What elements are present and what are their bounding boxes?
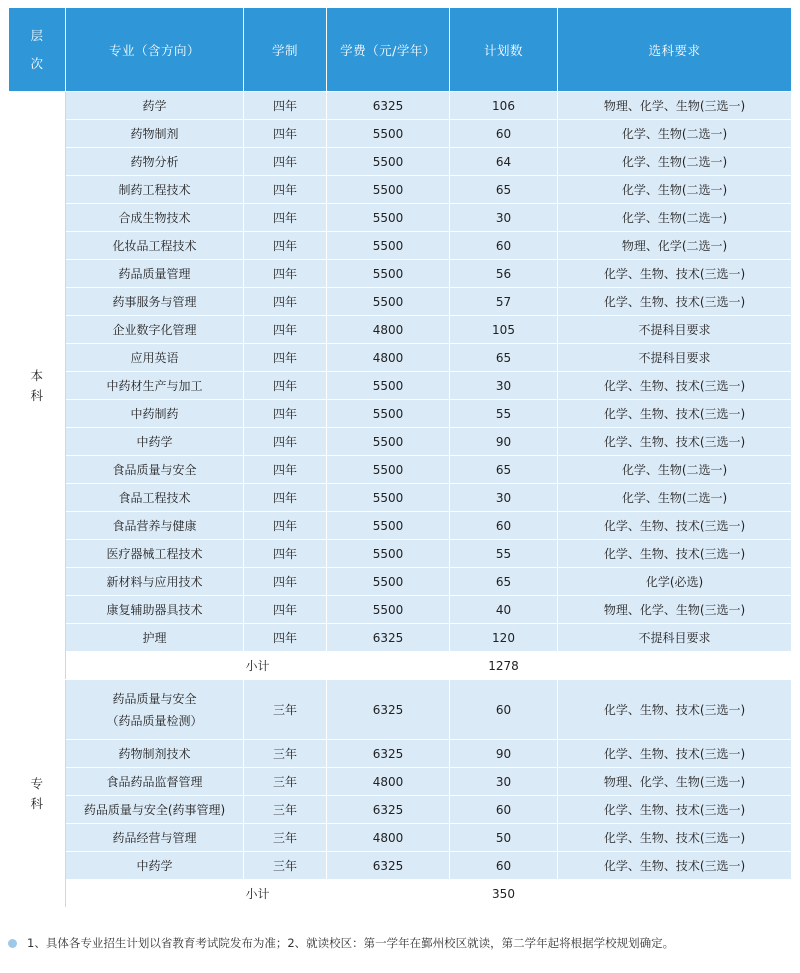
table-row bbox=[9, 316, 792, 344]
duration-cell: 三年 bbox=[244, 796, 327, 824]
table-row bbox=[9, 372, 792, 400]
undergrad-level-cell bbox=[9, 92, 66, 680]
header-level-char2: 次 bbox=[30, 55, 44, 71]
fee-cell: 5500 bbox=[327, 568, 450, 596]
duration-cell: 四年 bbox=[244, 288, 327, 316]
table-row bbox=[9, 176, 792, 204]
major-cell: 药品质量管理 bbox=[66, 260, 244, 288]
major-cell: 食品工程技术 bbox=[66, 484, 244, 512]
subtotal-value: 350 bbox=[450, 880, 558, 908]
plan-cell: 65 bbox=[450, 568, 558, 596]
plan-cell: 106 bbox=[450, 92, 558, 120]
plan-cell: 65 bbox=[450, 176, 558, 204]
plan-cell: 65 bbox=[450, 456, 558, 484]
header-subject-req: 选科要求 bbox=[558, 8, 792, 92]
duration-cell: 四年 bbox=[244, 176, 327, 204]
fee-cell: 6325 bbox=[327, 680, 450, 740]
subject-req-cell: 化学、生物、技术(三选一) bbox=[558, 680, 792, 740]
subject-req-cell: 化学、生物、技术(三选一) bbox=[558, 428, 792, 456]
subject-req-cell: 化学、生物、技术(三选一) bbox=[558, 512, 792, 540]
major-cell: 食品质量与安全 bbox=[66, 456, 244, 484]
subject-req-cell: 不提科目要求 bbox=[558, 344, 792, 372]
subject-req-cell: 化学、生物、技术(三选一) bbox=[558, 740, 792, 768]
table-row bbox=[9, 624, 792, 652]
vocational-level-char: 专 bbox=[30, 775, 43, 791]
plan-cell: 40 bbox=[450, 596, 558, 624]
plan-cell: 60 bbox=[450, 232, 558, 260]
duration-cell: 四年 bbox=[244, 484, 327, 512]
plan-cell: 30 bbox=[450, 372, 558, 400]
duration-cell: 三年 bbox=[244, 740, 327, 768]
enrollment-plan-table bbox=[8, 7, 792, 908]
table-row bbox=[9, 484, 792, 512]
table-row bbox=[9, 596, 792, 624]
subject-req-cell: 化学、生物、技术(三选一) bbox=[558, 796, 792, 824]
duration-cell: 四年 bbox=[244, 596, 327, 624]
table-row bbox=[9, 288, 792, 316]
fee-cell: 6325 bbox=[327, 92, 450, 120]
footnote-text: 1、具体各专业招生计划以省教育考试院发布为准；2、就读校区：第一学年在鄞州校区就读，第二学年起将根据学校规划确定。 bbox=[27, 936, 675, 950]
table-row bbox=[9, 400, 792, 428]
major-cell: 中药学 bbox=[66, 852, 244, 880]
fee-cell: 4800 bbox=[327, 316, 450, 344]
major-cell: 药学 bbox=[66, 92, 244, 120]
fee-cell: 5500 bbox=[327, 400, 450, 428]
fee-cell: 5500 bbox=[327, 456, 450, 484]
duration-cell: 四年 bbox=[244, 92, 327, 120]
fee-cell: 5500 bbox=[327, 176, 450, 204]
fee-cell: 5500 bbox=[327, 148, 450, 176]
header-row bbox=[9, 8, 792, 92]
plan-cell: 50 bbox=[450, 824, 558, 852]
subject-req-cell: 物理、化学、生物(三选一) bbox=[558, 92, 792, 120]
duration-cell: 四年 bbox=[244, 624, 327, 652]
plan-cell: 60 bbox=[450, 680, 558, 740]
table-row bbox=[9, 428, 792, 456]
subject-req-cell: 化学、生物、技术(三选一) bbox=[558, 260, 792, 288]
duration-cell: 四年 bbox=[244, 512, 327, 540]
duration-cell: 四年 bbox=[244, 568, 327, 596]
subject-req-cell: 化学、生物、技术(三选一) bbox=[558, 540, 792, 568]
fee-cell: 5500 bbox=[327, 428, 450, 456]
subtotal-value: 1278 bbox=[450, 652, 558, 680]
subject-req-cell: 化学、生物、技术(三选一) bbox=[558, 824, 792, 852]
plan-cell: 64 bbox=[450, 148, 558, 176]
plan-cell: 105 bbox=[450, 316, 558, 344]
fee-cell: 5500 bbox=[327, 596, 450, 624]
major-cell: 企业数字化管理 bbox=[66, 316, 244, 344]
subject-req-cell: 化学、生物(二选一) bbox=[558, 484, 792, 512]
fee-cell: 4800 bbox=[327, 824, 450, 852]
duration-cell: 四年 bbox=[244, 540, 327, 568]
duration-cell: 四年 bbox=[244, 428, 327, 456]
plan-cell: 60 bbox=[450, 512, 558, 540]
plan-cell: 55 bbox=[450, 400, 558, 428]
duration-cell: 四年 bbox=[244, 400, 327, 428]
header-plan: 计划数 bbox=[450, 8, 558, 92]
table-row bbox=[9, 740, 792, 768]
vocational-level-cell bbox=[9, 680, 66, 908]
table-row bbox=[9, 852, 792, 880]
bullet-dot-icon bbox=[8, 939, 17, 948]
major-cell: 新材料与应用技术 bbox=[66, 568, 244, 596]
subject-req-cell: 化学(必选) bbox=[558, 568, 792, 596]
fee-cell: 4800 bbox=[327, 768, 450, 796]
fee-cell: 5500 bbox=[327, 260, 450, 288]
subject-req-cell: 物理、化学、生物(三选一) bbox=[558, 768, 792, 796]
table-row bbox=[9, 796, 792, 824]
subject-req-cell: 化学、生物、技术(三选一) bbox=[558, 288, 792, 316]
fee-cell: 6325 bbox=[327, 852, 450, 880]
major-cell: 食品营养与健康 bbox=[66, 512, 244, 540]
undergrad-level-char: 科 bbox=[30, 387, 43, 403]
major-line: （药品质量检测） bbox=[106, 713, 203, 728]
undergrad-level-char: 本 bbox=[30, 367, 43, 383]
table-row bbox=[9, 512, 792, 540]
plan-cell: 60 bbox=[450, 796, 558, 824]
header-level bbox=[9, 8, 66, 92]
major-cell: 药物制剂 bbox=[66, 120, 244, 148]
plan-cell: 90 bbox=[450, 428, 558, 456]
plan-cell: 60 bbox=[450, 120, 558, 148]
major-cell: 药品经营与管理 bbox=[66, 824, 244, 852]
fee-cell: 6325 bbox=[327, 796, 450, 824]
fee-cell: 4800 bbox=[327, 344, 450, 372]
plan-cell: 90 bbox=[450, 740, 558, 768]
duration-cell: 四年 bbox=[244, 260, 327, 288]
header-major: 专业（含方向） bbox=[66, 8, 244, 92]
major-cell: 应用英语 bbox=[66, 344, 244, 372]
table-row bbox=[9, 92, 792, 120]
header-fee: 学费（元/学年） bbox=[327, 8, 450, 92]
table-row bbox=[9, 824, 792, 852]
duration-cell: 四年 bbox=[244, 120, 327, 148]
header-level-char1: 层 bbox=[30, 27, 44, 43]
fee-cell: 5500 bbox=[327, 232, 450, 260]
plan-cell: 65 bbox=[450, 344, 558, 372]
subject-req-cell: 不提科目要求 bbox=[558, 316, 792, 344]
duration-cell: 三年 bbox=[244, 852, 327, 880]
subject-req-cell: 化学、生物(二选一) bbox=[558, 120, 792, 148]
major-cell: 食品药品监督管理 bbox=[66, 768, 244, 796]
major-cell: 中药制药 bbox=[66, 400, 244, 428]
major-cell: 药品质量与安全(药事管理) bbox=[66, 796, 244, 824]
fee-cell: 5500 bbox=[327, 372, 450, 400]
subject-req-cell: 化学、生物(二选一) bbox=[558, 456, 792, 484]
major-line: 药品质量与安全 bbox=[112, 691, 197, 706]
subject-req-cell: 化学、生物、技术(三选一) bbox=[558, 400, 792, 428]
subtotal-label: 小计 bbox=[66, 880, 450, 908]
duration-cell: 三年 bbox=[244, 680, 327, 740]
subtotal-label: 小计 bbox=[66, 652, 450, 680]
major-cell: 康复辅助器具技术 bbox=[66, 596, 244, 624]
duration-cell: 三年 bbox=[244, 824, 327, 852]
table-row bbox=[9, 260, 792, 288]
plan-cell: 120 bbox=[450, 624, 558, 652]
major-cell: 中药材生产与加工 bbox=[66, 372, 244, 400]
table-row bbox=[9, 204, 792, 232]
major-cell: 医疗器械工程技术 bbox=[66, 540, 244, 568]
subtotal-empty bbox=[558, 880, 792, 908]
duration-cell: 四年 bbox=[244, 204, 327, 232]
duration-cell: 三年 bbox=[244, 768, 327, 796]
table-row bbox=[9, 148, 792, 176]
subject-req-cell: 物理、化学(二选一) bbox=[558, 232, 792, 260]
subject-req-cell: 化学、生物(二选一) bbox=[558, 176, 792, 204]
duration-cell: 四年 bbox=[244, 232, 327, 260]
fee-cell: 5500 bbox=[327, 540, 450, 568]
major-cell: 药物制剂技术 bbox=[66, 740, 244, 768]
table-row bbox=[9, 232, 792, 260]
subject-req-cell: 化学、生物(二选一) bbox=[558, 204, 792, 232]
major-cell: 化妆品工程技术 bbox=[66, 232, 244, 260]
subject-req-cell: 化学、生物、技术(三选一) bbox=[558, 372, 792, 400]
fee-cell: 6325 bbox=[327, 740, 450, 768]
plan-cell: 30 bbox=[450, 768, 558, 796]
fee-cell: 5500 bbox=[327, 204, 450, 232]
table-row bbox=[9, 680, 792, 740]
plan-cell: 55 bbox=[450, 540, 558, 568]
header-duration: 学制 bbox=[244, 8, 327, 92]
plan-cell: 30 bbox=[450, 484, 558, 512]
vocational-level-char: 科 bbox=[30, 795, 43, 811]
duration-cell: 四年 bbox=[244, 148, 327, 176]
table-row bbox=[9, 568, 792, 596]
plan-cell: 60 bbox=[450, 852, 558, 880]
duration-cell: 四年 bbox=[244, 456, 327, 484]
fee-cell: 5500 bbox=[327, 288, 450, 316]
plan-cell: 57 bbox=[450, 288, 558, 316]
fee-cell: 5500 bbox=[327, 120, 450, 148]
footnote bbox=[8, 935, 674, 951]
major-cell: 合成生物技术 bbox=[66, 204, 244, 232]
duration-cell: 四年 bbox=[244, 316, 327, 344]
table-row bbox=[9, 344, 792, 372]
fee-cell: 6325 bbox=[327, 624, 450, 652]
fee-cell: 5500 bbox=[327, 484, 450, 512]
major-cell: 制药工程技术 bbox=[66, 176, 244, 204]
table-row bbox=[9, 768, 792, 796]
major-cell: 护理 bbox=[66, 624, 244, 652]
major-cell: 药物分析 bbox=[66, 148, 244, 176]
table-row bbox=[9, 120, 792, 148]
major-cell: 药事服务与管理 bbox=[66, 288, 244, 316]
plan-cell: 56 bbox=[450, 260, 558, 288]
subject-req-cell: 化学、生物(二选一) bbox=[558, 148, 792, 176]
plan-cell: 30 bbox=[450, 204, 558, 232]
subject-req-cell: 物理、化学、生物(三选一) bbox=[558, 596, 792, 624]
duration-cell: 四年 bbox=[244, 372, 327, 400]
fee-cell: 5500 bbox=[327, 512, 450, 540]
table-body bbox=[9, 92, 792, 908]
major-cell bbox=[66, 680, 244, 740]
vocational-subtotal-row bbox=[9, 880, 792, 908]
undergrad-subtotal-row bbox=[9, 652, 792, 680]
subtotal-empty bbox=[558, 652, 792, 680]
table-row bbox=[9, 456, 792, 484]
table-row bbox=[9, 540, 792, 568]
major-cell: 中药学 bbox=[66, 428, 244, 456]
subject-req-cell: 化学、生物、技术(三选一) bbox=[558, 852, 792, 880]
duration-cell: 四年 bbox=[244, 344, 327, 372]
subject-req-cell: 不提科目要求 bbox=[558, 624, 792, 652]
